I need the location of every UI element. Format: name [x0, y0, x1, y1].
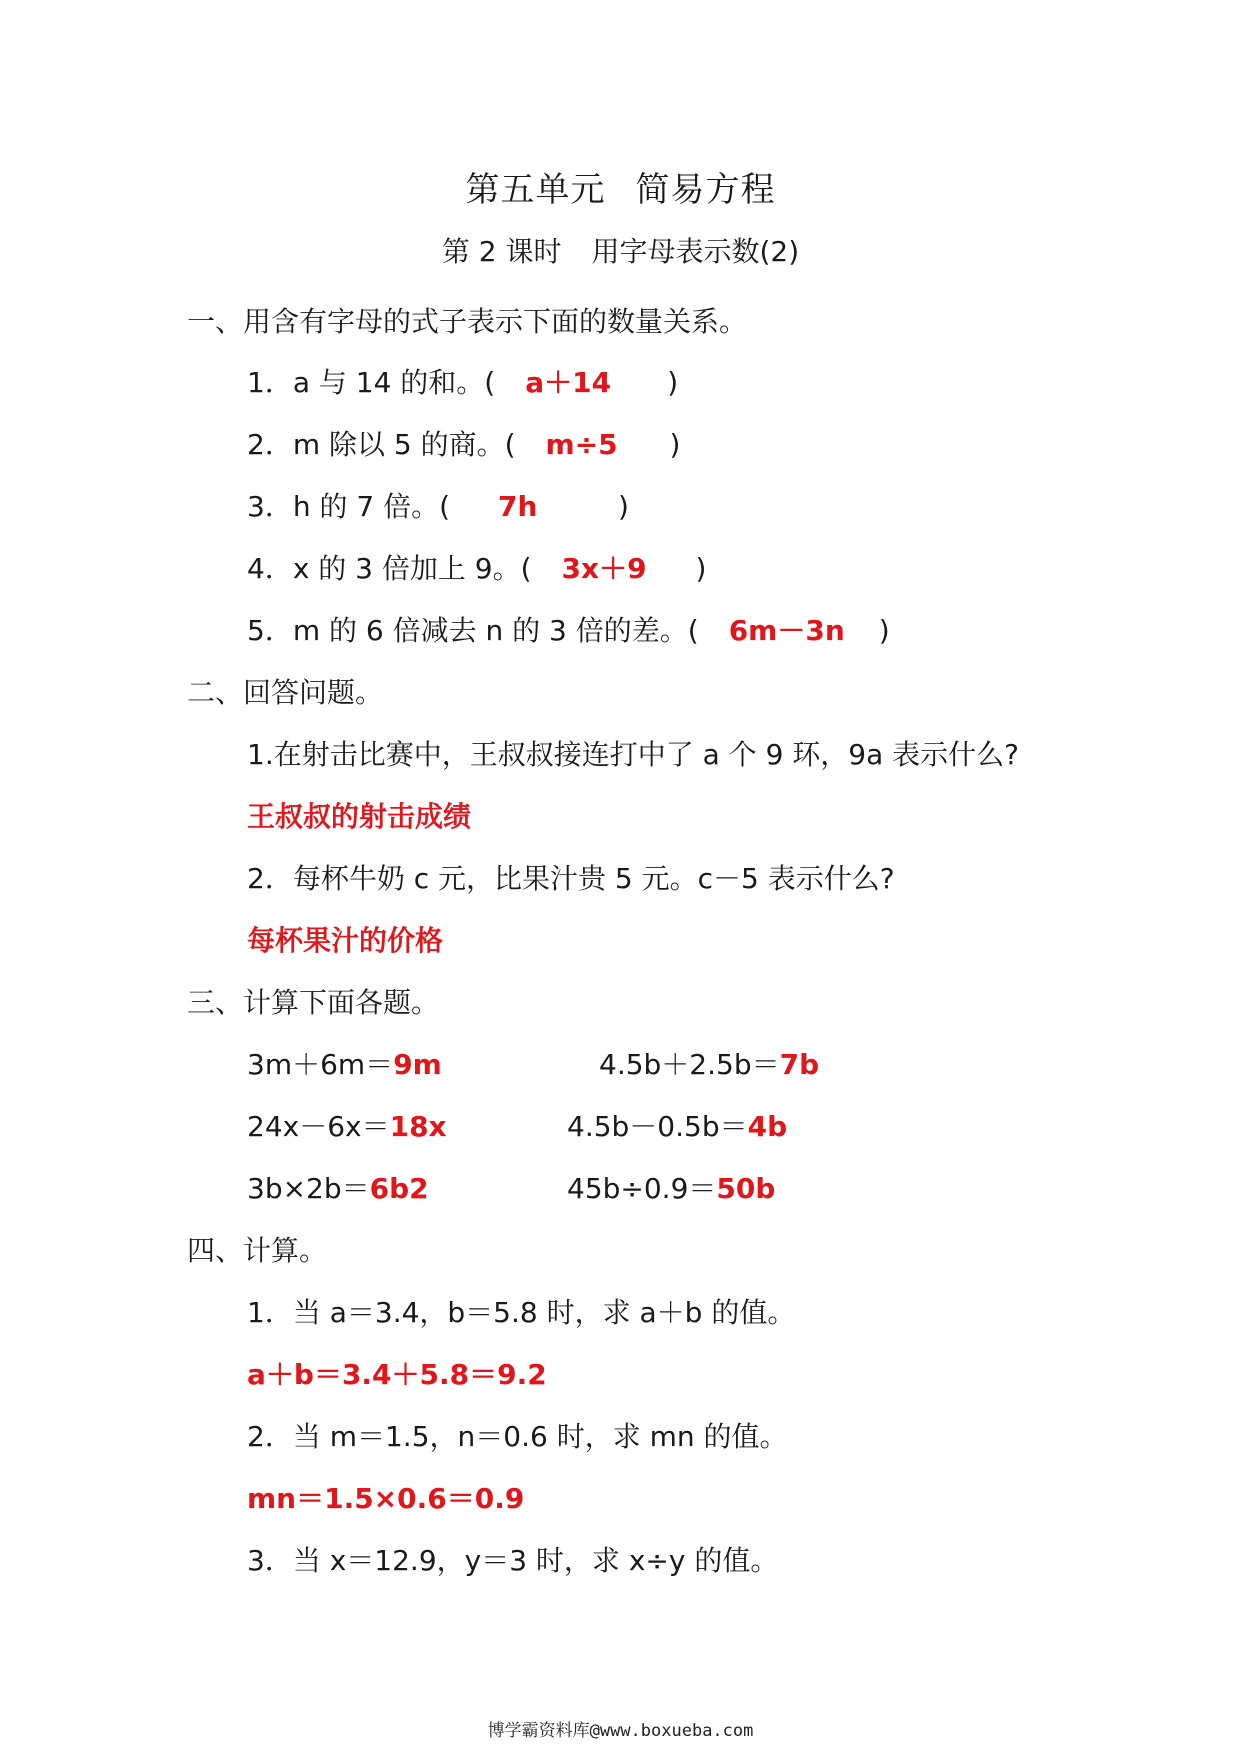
calc-answer: 4b	[747, 1110, 788, 1143]
footer-watermark: 博学霸资料库@www.boxueba.com	[487, 1721, 754, 1741]
unit-title-number: 第五单元	[465, 170, 606, 210]
section1-item-5	[247, 613, 890, 649]
question-text: 2．m 除以 5 的商。(	[247, 428, 516, 461]
calc-answer: 6b2	[369, 1172, 429, 1205]
section2-answer-1: 王叔叔的射击成绩	[247, 800, 472, 833]
answer-text: m÷5	[545, 428, 618, 461]
section2-answer-2: 每杯果汁的价格	[247, 924, 444, 957]
section4-answer-2: mn＝1.5×0.6＝0.9	[247, 1482, 525, 1515]
question-text: 1．a 与 14 的和。(	[247, 366, 496, 399]
answer-text: 6m－3n	[728, 614, 845, 647]
unit-title	[0, 162, 1241, 211]
calc-expression: 3m＋6m＝	[247, 1048, 394, 1081]
section1-item-1	[247, 365, 678, 401]
close-paren: )	[618, 490, 629, 523]
calc-right-3	[567, 1171, 775, 1207]
section1-heading: 一、用含有字母的式子表示下面的数量关系。	[187, 305, 748, 338]
section2-question-1: 1.在射击比赛中，王叔叔接连打中了 a 个 9 环，9a 表示什么?	[247, 738, 1020, 771]
close-paren: )	[878, 614, 890, 647]
question-text: 4．x 的 3 倍加上 9。(	[247, 552, 532, 585]
section1-item-4	[247, 551, 706, 587]
calc-left-3	[247, 1171, 429, 1207]
calc-expression: 3b×2b＝	[247, 1172, 370, 1205]
section4-question-2: 2．当 m＝1.5，n＝0.6 时，求 mn 的值。	[247, 1420, 788, 1453]
calc-expression: 24x－6x＝	[247, 1110, 390, 1143]
section3-heading: 三、计算下面各题。	[187, 986, 440, 1019]
unit-title-topic: 简易方程	[635, 170, 776, 210]
calc-expression: 45b÷0.9＝	[567, 1172, 717, 1205]
calc-right-1	[599, 1047, 819, 1083]
calc-answer: 9m	[393, 1048, 442, 1081]
calc-expression: 4.5b＋2.5b＝	[599, 1048, 780, 1081]
section2-question-2: 2．每杯牛奶 c 元，比果汁贵 5 元。c－5 表示什么?	[247, 862, 895, 895]
question-text: 5．m 的 6 倍减去 n 的 3 倍的差。(	[247, 614, 699, 647]
answer-text: 3x＋9	[561, 552, 647, 585]
section2-heading: 二、回答问题。	[187, 676, 384, 709]
calc-expression: 4.5b－0.5b＝	[567, 1110, 748, 1143]
calc-right-2	[567, 1109, 787, 1145]
section4-heading: 四、计算。	[187, 1234, 328, 1267]
lesson-number: 第 2 课时	[441, 235, 562, 268]
lesson-subtitle	[0, 230, 1241, 270]
calc-answer: 18x	[389, 1110, 447, 1143]
calc-answer: 7b	[779, 1048, 820, 1081]
section4-answer-1: a＋b＝3.4＋5.8＝9.2	[247, 1358, 547, 1391]
answer-text: a＋14	[525, 366, 612, 399]
section1-item-3	[247, 489, 629, 525]
close-paren: )	[669, 428, 681, 461]
question-text: 3．h 的 7 倍。(	[247, 490, 451, 523]
section4-question-1: 1．当 a＝3.4，b＝5.8 时，求 a＋b 的值。	[247, 1296, 796, 1329]
close-paren: )	[667, 366, 679, 399]
section1-item-2	[247, 427, 680, 463]
answer-text: 7h	[498, 490, 538, 523]
section4-question-3: 3．当 x＝12.9，y＝3 时，求 x÷y 的值。	[247, 1544, 779, 1577]
close-paren: )	[695, 552, 707, 585]
lesson-topic: 用字母表示数(2)	[591, 235, 800, 268]
calc-answer: 50b	[716, 1172, 776, 1205]
calc-left-2	[247, 1109, 447, 1145]
calc-left-1	[247, 1047, 442, 1083]
